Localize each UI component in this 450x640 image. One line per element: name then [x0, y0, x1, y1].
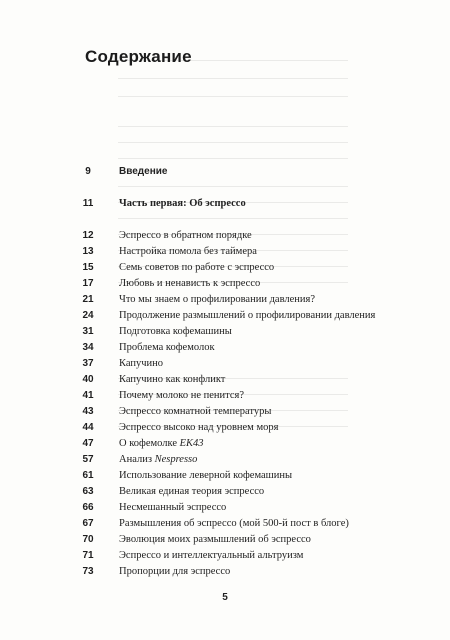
- toc-entry-title: Проблема кофемолок: [119, 342, 215, 353]
- toc-page-number: 43: [82, 406, 94, 417]
- toc-page-number: 61: [82, 470, 94, 481]
- toc-page-number: 71: [82, 550, 94, 561]
- toc-page-number: 21: [82, 294, 94, 305]
- toc-page-number: 17: [82, 278, 94, 289]
- toc-entry-title: Несмешанный эспрессо: [119, 502, 227, 513]
- toc-entry[interactable]: [0, 550, 450, 566]
- toc-entry[interactable]: [0, 230, 450, 246]
- toc-entry-title: Почему молоко не пенится?: [119, 390, 245, 401]
- toc-entry[interactable]: [0, 358, 450, 374]
- toc-page-number: 12: [82, 230, 94, 241]
- toc-entry-title: Великая единая теория эспрессо: [119, 486, 265, 497]
- page-title: Содержание: [85, 47, 192, 66]
- toc-entry-title: Настройка помола без таймера: [119, 246, 257, 257]
- toc-page-number: 34: [82, 342, 94, 353]
- toc-entry[interactable]: [0, 518, 450, 534]
- toc-entry-title: Эспрессо и интеллектуальный альтруизм: [119, 550, 304, 561]
- toc-page-number: 13: [82, 246, 94, 257]
- toc-page-number: 41: [82, 390, 94, 401]
- toc-entry[interactable]: [0, 454, 450, 470]
- toc-page-number: 66: [82, 502, 94, 513]
- toc-page-number: 9: [85, 166, 91, 177]
- toc-entry-title: Капучино: [119, 358, 164, 369]
- toc-entry-title: Размышления об эспрессо (мой 500-й пост в блоге): [119, 518, 349, 529]
- toc-entry-title: Эспрессо комнатной температуры: [119, 406, 272, 417]
- toc-entry[interactable]: [0, 486, 450, 502]
- toc-page-number: 15: [82, 262, 94, 273]
- toc-entry-title: Что мы знаем о профилировании давления?: [119, 294, 316, 305]
- toc-entry[interactable]: [0, 438, 450, 454]
- toc-entry-title: Капучино как конфликт: [119, 374, 226, 385]
- toc-entry-title: Эволюция моих размышлений об эспрессо: [119, 534, 311, 545]
- toc-title-prefix: О кофемолке: [119, 438, 180, 449]
- toc-entry-title: Продолжение размышлений о профилировании давления: [119, 310, 376, 321]
- toc-entry[interactable]: [0, 566, 450, 582]
- toc-entry[interactable]: [0, 294, 450, 310]
- toc-page-number: 31: [82, 326, 94, 337]
- toc-entry[interactable]: [0, 246, 450, 262]
- toc-entry[interactable]: [0, 262, 450, 278]
- toc-page-number: 37: [82, 358, 94, 369]
- toc-entry-title: Эспрессо высоко над уровнем моря: [119, 422, 279, 433]
- toc-entry[interactable]: [0, 406, 450, 422]
- toc-entry[interactable]: [0, 390, 450, 406]
- toc-page-number: 63: [82, 486, 94, 497]
- toc-page-number: 70: [82, 534, 94, 545]
- toc-entry[interactable]: [0, 470, 450, 486]
- toc-page-number: 73: [82, 566, 94, 577]
- toc-entry-title: Часть первая: Об эспрессо: [119, 198, 246, 209]
- toc-title-italic: Nespresso: [154, 454, 198, 465]
- toc-entry-title: [119, 438, 204, 449]
- toc-page-number: 44: [82, 422, 94, 433]
- toc-entry[interactable]: [0, 326, 450, 342]
- toc-entry[interactable]: [0, 374, 450, 390]
- toc-entry-title: Использование леверной кофемашины: [119, 470, 293, 481]
- toc-title-prefix: Анализ: [119, 454, 155, 465]
- toc-page-number: 24: [82, 310, 94, 321]
- toc-entry-title: Любовь и ненависть к эспрессо: [119, 278, 261, 289]
- toc-page-number: 67: [82, 518, 94, 529]
- toc-entry-title: Пропорции для эспрессо: [119, 566, 231, 577]
- toc-entry[interactable]: [0, 534, 450, 550]
- toc-entry[interactable]: [0, 278, 450, 294]
- toc-entry-title: Семь советов по работе с эспрессо: [119, 262, 275, 273]
- toc-entry[interactable]: [0, 166, 450, 182]
- toc-entry[interactable]: [0, 310, 450, 326]
- toc-title-italic: EK43: [179, 438, 204, 449]
- toc-entry-title: Подготовка кофемашины: [119, 326, 232, 337]
- toc-entry[interactable]: [0, 342, 450, 358]
- toc-entry[interactable]: [0, 502, 450, 518]
- toc-entry-title: [119, 454, 197, 465]
- toc-page-number: 47: [82, 438, 94, 449]
- toc-entry[interactable]: [0, 422, 450, 438]
- toc-page-number: 11: [82, 198, 94, 209]
- toc-entry[interactable]: [0, 198, 450, 214]
- page-folio: 5: [222, 592, 228, 603]
- toc-entry-title: Введение: [119, 166, 168, 177]
- toc-page-number: 57: [82, 454, 94, 465]
- toc-entry-title: Эспрессо в обратном порядке: [119, 230, 252, 241]
- toc-page-number: 40: [82, 374, 94, 385]
